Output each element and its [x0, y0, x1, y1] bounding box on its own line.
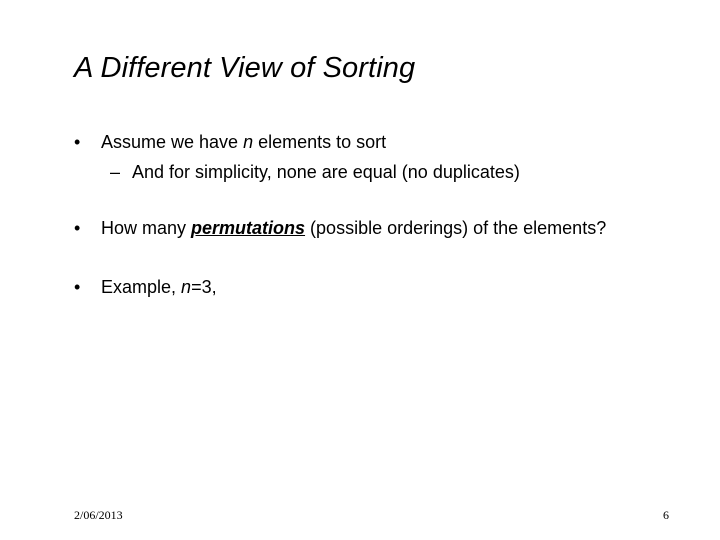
variable-n: n — [243, 132, 254, 152]
sub-bullet-marker: – — [110, 162, 121, 182]
bullet-marker: • — [74, 277, 81, 297]
footer-date: 2/06/2013 — [74, 508, 123, 522]
page-number: 6 — [663, 508, 669, 522]
bullet-text-part: elements to sort — [253, 132, 387, 152]
bullet-text-part: =3, — [191, 277, 217, 297]
bullet-marker: • — [74, 218, 81, 238]
bullet-text-part: Example, — [101, 277, 182, 297]
keyword-permutations: permutations — [191, 218, 306, 238]
slide-title: A Different View of Sorting — [74, 52, 416, 84]
bullet-marker: • — [74, 132, 81, 152]
bullet-permutations — [74, 217, 606, 239]
sub-bullet-text: And for simplicity, none are equal (no duplicates) — [132, 162, 520, 182]
variable-n: n — [181, 277, 192, 297]
bullet-text-part: Assume we have — [101, 132, 244, 152]
sub-bullet-no-duplicates — [110, 161, 520, 183]
bullet-example — [74, 276, 217, 298]
bullet-text-part: (possible orderings) of the elements? — [305, 218, 607, 238]
bullet-assume-elements — [74, 131, 386, 153]
bullet-text-part: How many — [101, 218, 192, 238]
